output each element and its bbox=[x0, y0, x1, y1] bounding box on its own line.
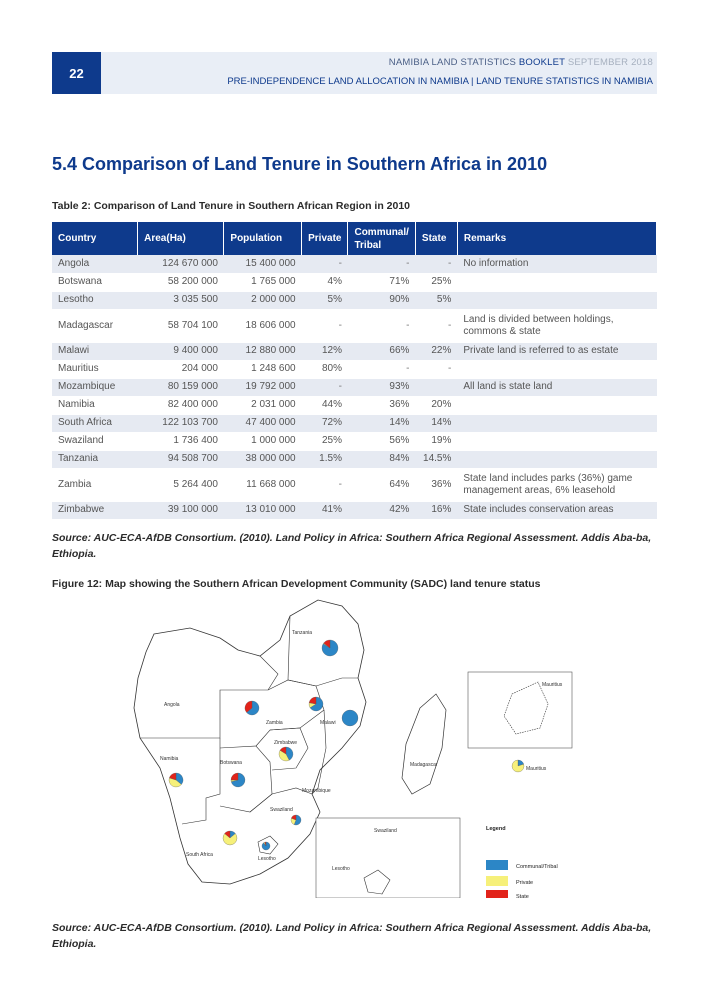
table-cell bbox=[457, 291, 656, 309]
booklet-date: SEPTEMBER 2018 bbox=[567, 57, 653, 68]
madagascar-outline bbox=[402, 694, 446, 794]
legend-title: Legend bbox=[486, 826, 506, 832]
table-caption: Table 2: Comparison of Land Tenure in Southern African Region in 2010 bbox=[52, 200, 411, 212]
table-cell: 82 400 000 bbox=[138, 396, 224, 414]
table-row bbox=[52, 450, 657, 468]
table-cell: 44% bbox=[302, 396, 348, 414]
label-mozambique: Mozambique bbox=[302, 788, 331, 794]
table-cell: 36% bbox=[415, 468, 457, 501]
table-cell: 3 035 500 bbox=[138, 291, 224, 309]
inset-label-mauritius: Mauritius bbox=[542, 682, 563, 688]
table-row bbox=[52, 360, 657, 378]
table-cell: 2 031 000 bbox=[224, 396, 302, 414]
land-tenure-table bbox=[52, 222, 657, 520]
label-madagascar: Madagascar bbox=[410, 762, 438, 768]
legend-swatch-state bbox=[486, 890, 508, 898]
label-lesotho: Lesotho bbox=[258, 856, 276, 862]
figure-caption: Figure 12: Map showing the Southern African Development Community (SADC) land tenure status bbox=[52, 578, 541, 590]
table-cell: Mozambique bbox=[52, 378, 138, 396]
column-header: Remarks bbox=[457, 222, 656, 255]
table-cell: - bbox=[415, 360, 457, 378]
table-cell: 22% bbox=[415, 342, 457, 360]
table-row bbox=[52, 432, 657, 450]
column-header: Communal/ Tribal bbox=[348, 222, 415, 255]
label-zimbabwe: Zimbabwe bbox=[274, 740, 298, 746]
pie-malawi bbox=[309, 697, 323, 711]
table-cell: 9 400 000 bbox=[138, 342, 224, 360]
column-header: Population bbox=[224, 222, 302, 255]
page-number: 22 bbox=[52, 52, 101, 94]
booklet-title bbox=[389, 57, 653, 68]
table-cell bbox=[457, 273, 656, 291]
table-cell: State includes conservation areas bbox=[457, 501, 656, 519]
column-header: Private bbox=[302, 222, 348, 255]
table-cell: 12 880 000 bbox=[224, 342, 302, 360]
table-cell: 58 704 100 bbox=[138, 309, 224, 342]
table-cell: 1.5% bbox=[302, 450, 348, 468]
table-header-row bbox=[52, 222, 657, 255]
table-cell: 13 010 000 bbox=[224, 501, 302, 519]
figure-source-note: Source: AUC-ECA-AfDB Consortium. (2010). Land Policy in Africa: Southern Africa Regional Assessment. Addis Aba-ba, Ethiopia. bbox=[52, 922, 652, 950]
table-cell: 19 792 000 bbox=[224, 378, 302, 396]
inset-label-swaziland: Swaziland bbox=[374, 828, 397, 834]
table-cell: 58 200 000 bbox=[138, 273, 224, 291]
legend-swatch-communal bbox=[486, 860, 508, 870]
table-cell: - bbox=[302, 255, 348, 273]
table-cell bbox=[457, 450, 656, 468]
table-row bbox=[52, 309, 657, 342]
table-cell: 38 000 000 bbox=[224, 450, 302, 468]
table-cell: 122 103 700 bbox=[138, 414, 224, 432]
table-row bbox=[52, 396, 657, 414]
table-row bbox=[52, 291, 657, 309]
table-cell: Swaziland bbox=[52, 432, 138, 450]
legend-label-communal: Communal/Tribal bbox=[516, 864, 558, 870]
label-botswana: Botswana bbox=[220, 760, 242, 766]
table-cell: Lesotho bbox=[52, 291, 138, 309]
table-cell: 94 508 700 bbox=[138, 450, 224, 468]
table-row bbox=[52, 378, 657, 396]
pie-slice bbox=[342, 710, 358, 726]
table-cell: 80 159 000 bbox=[138, 378, 224, 396]
table-cell: 1 248 600 bbox=[224, 360, 302, 378]
table-cell: 71% bbox=[348, 273, 415, 291]
table-cell: No information bbox=[457, 255, 656, 273]
table-cell: 36% bbox=[348, 396, 415, 414]
table-cell: All land is state land bbox=[457, 378, 656, 396]
table-cell: - bbox=[348, 255, 415, 273]
table-cell: 66% bbox=[348, 342, 415, 360]
label-malawi: Malawi bbox=[320, 720, 336, 726]
section-path: PRE-INDEPENDENCE LAND ALLOCATION IN NAMIBIA | LAND TENURE STATISTICS IN NAMIBIA bbox=[227, 76, 653, 87]
pie-swaziland-main bbox=[291, 815, 301, 825]
column-header: Country bbox=[52, 222, 138, 255]
table-cell: Private land is referred to as estate bbox=[457, 342, 656, 360]
table-cell: 4% bbox=[302, 273, 348, 291]
table-cell: - bbox=[302, 468, 348, 501]
legend-label-private: Private bbox=[516, 880, 534, 886]
table-source-note: Source: AUC-ECA-AfDB Consortium. (2010). Land Policy in Africa: Southern Africa Regional Assessment. Addis Aba-ba, Ethiopia. bbox=[52, 532, 652, 560]
table-cell: Madagascar bbox=[52, 309, 138, 342]
table-cell: - bbox=[348, 309, 415, 342]
table-cell: 1 765 000 bbox=[224, 273, 302, 291]
table-cell: 204 000 bbox=[138, 360, 224, 378]
pie-lesotho-main bbox=[262, 842, 270, 850]
table-row bbox=[52, 468, 657, 501]
column-header: Area(Ha) bbox=[138, 222, 224, 255]
table-cell: State land includes parks (36%) game management areas, 6% leasehold bbox=[457, 468, 656, 501]
table-row bbox=[52, 255, 657, 273]
table-cell: 41% bbox=[302, 501, 348, 519]
label-angola: Angola bbox=[164, 702, 180, 708]
table-cell: 80% bbox=[302, 360, 348, 378]
table-cell: 18 606 000 bbox=[224, 309, 302, 342]
table-cell: Namibia bbox=[52, 396, 138, 414]
table-row bbox=[52, 342, 657, 360]
label-tanzania: Tanzania bbox=[292, 630, 313, 636]
pie-namibia bbox=[169, 773, 183, 787]
pie-south-africa bbox=[223, 831, 237, 845]
table-cell bbox=[457, 396, 656, 414]
table-cell: 14% bbox=[348, 414, 415, 432]
table-cell: Tanzania bbox=[52, 450, 138, 468]
column-header: State bbox=[415, 222, 457, 255]
sadc-land-tenure-map bbox=[120, 598, 590, 898]
table-cell: 93% bbox=[348, 378, 415, 396]
table-cell: - bbox=[415, 309, 457, 342]
table-cell: 64% bbox=[348, 468, 415, 501]
table-cell bbox=[457, 414, 656, 432]
label-swaziland: Swaziland bbox=[270, 807, 293, 813]
table-cell: Zambia bbox=[52, 468, 138, 501]
table-cell: 2 000 000 bbox=[224, 291, 302, 309]
table-cell: - bbox=[415, 255, 457, 273]
table-cell: Zimbabwe bbox=[52, 501, 138, 519]
table-row bbox=[52, 273, 657, 291]
label-mauritius-small: Mauritius bbox=[526, 766, 547, 772]
table-cell: 5 264 400 bbox=[138, 468, 224, 501]
table-cell: Angola bbox=[52, 255, 138, 273]
table-cell bbox=[457, 360, 656, 378]
pie-mozambique bbox=[342, 710, 358, 726]
table-cell: 14% bbox=[415, 414, 457, 432]
label-south-africa: South Africa bbox=[186, 852, 213, 858]
table-row bbox=[52, 414, 657, 432]
table-cell bbox=[415, 378, 457, 396]
table-cell: 19% bbox=[415, 432, 457, 450]
table-cell: Botswana bbox=[52, 273, 138, 291]
pie-botswana bbox=[231, 773, 245, 787]
table-cell: South Africa bbox=[52, 414, 138, 432]
pie-zimbabwe bbox=[279, 747, 293, 761]
table-cell: 39 100 000 bbox=[138, 501, 224, 519]
table-cell: - bbox=[302, 378, 348, 396]
table-cell: 16% bbox=[415, 501, 457, 519]
pie-mauritius-small bbox=[512, 760, 524, 772]
table-cell bbox=[457, 432, 656, 450]
table-row bbox=[52, 501, 657, 519]
legend-swatch-private bbox=[486, 876, 508, 886]
booklet-word: BOOKLET bbox=[518, 57, 565, 68]
table-cell: 47 400 000 bbox=[224, 414, 302, 432]
booklet-title-text: NAMIBIA LAND STATISTICS bbox=[388, 57, 517, 68]
table-cell: 1 736 400 bbox=[138, 432, 224, 450]
table-cell: 42% bbox=[348, 501, 415, 519]
table-cell: 20% bbox=[415, 396, 457, 414]
table-cell: 14.5% bbox=[415, 450, 457, 468]
table-cell: 25% bbox=[415, 273, 457, 291]
label-zambia: Zambia bbox=[266, 720, 283, 726]
inset-label-lesotho: Lesotho bbox=[332, 866, 350, 872]
table-cell: 5% bbox=[415, 291, 457, 309]
table-cell: Land is divided between holdings, commons & state bbox=[457, 309, 656, 342]
table-cell: Mauritius bbox=[52, 360, 138, 378]
table-cell: 124 670 000 bbox=[138, 255, 224, 273]
pie-tanzania bbox=[322, 640, 338, 656]
table-cell: 15 400 000 bbox=[224, 255, 302, 273]
table-cell: - bbox=[302, 309, 348, 342]
table-cell: 84% bbox=[348, 450, 415, 468]
table-cell: 90% bbox=[348, 291, 415, 309]
table-cell: - bbox=[348, 360, 415, 378]
table-cell: 12% bbox=[302, 342, 348, 360]
table-cell: Malawi bbox=[52, 342, 138, 360]
pie-zambia bbox=[245, 701, 259, 715]
table-cell: 11 668 000 bbox=[224, 468, 302, 501]
table-cell: 56% bbox=[348, 432, 415, 450]
table-cell: 25% bbox=[302, 432, 348, 450]
table-cell: 72% bbox=[302, 414, 348, 432]
legend-label-state: State bbox=[516, 894, 529, 898]
section-title: 5.4 Comparison of Land Tenure in Southern Africa in 2010 bbox=[52, 154, 548, 174]
label-namibia: Namibia bbox=[160, 756, 179, 762]
table-cell: 1 000 000 bbox=[224, 432, 302, 450]
table-cell: 5% bbox=[302, 291, 348, 309]
